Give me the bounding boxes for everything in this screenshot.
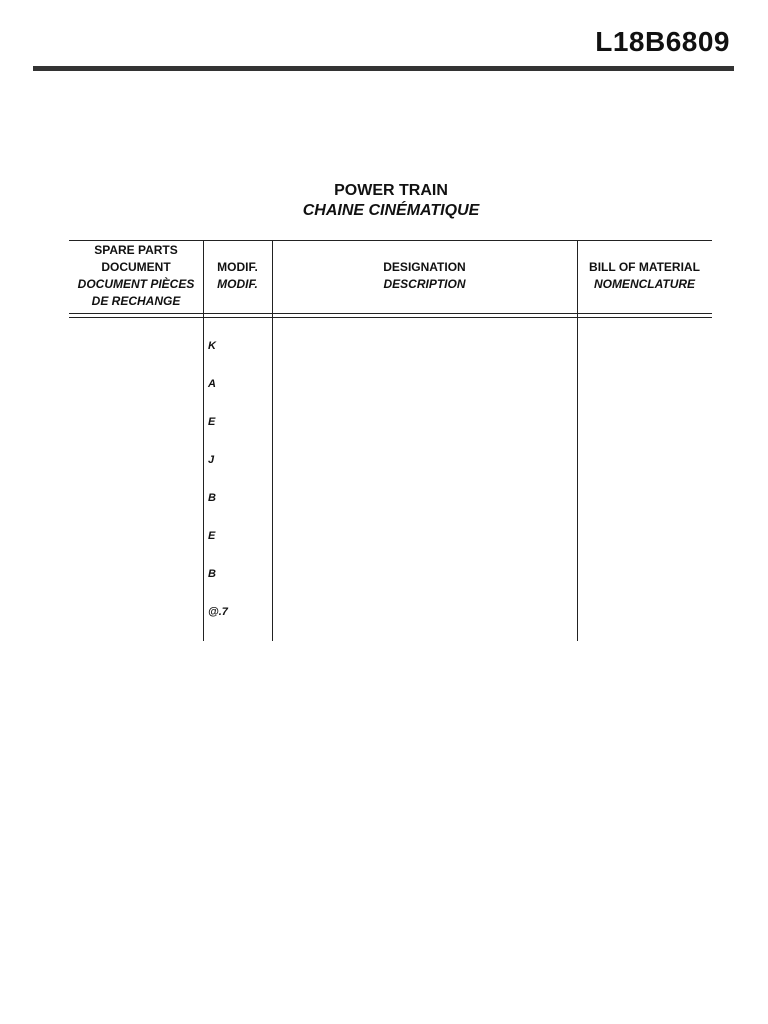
modif-value: @.7	[208, 606, 228, 618]
header-modif-fr: MODIF.	[217, 277, 258, 291]
modif-value: B	[208, 568, 216, 580]
modif-value: A	[208, 378, 216, 390]
document-id: L18B6809	[595, 26, 730, 57]
table-top-border	[69, 240, 712, 241]
modif-value: K	[208, 340, 216, 352]
modif-value: E	[208, 416, 216, 428]
column-divider-2	[272, 240, 273, 641]
header-rule	[33, 66, 734, 71]
header-modif-en: MODIF.	[217, 260, 258, 274]
header-separator	[69, 313, 712, 314]
modif-value: B	[208, 492, 216, 504]
header-separator-double	[69, 317, 712, 318]
header-spare-parts-line4: DE RECHANGE	[91, 294, 181, 308]
title-block	[0, 181, 768, 221]
header-spare-parts-line3: DOCUMENT PIÈCES	[77, 277, 195, 291]
modif-column-values	[208, 338, 228, 642]
header-designation	[272, 259, 577, 293]
header-bom-en: BILL OF MATERIAL	[589, 260, 700, 274]
header-spare-parts-line1: SPARE PARTS	[94, 243, 178, 257]
column-divider-1	[203, 240, 204, 641]
header-spare-parts	[69, 242, 203, 310]
title-french: CHAINE CINÉMATIQUE	[302, 202, 480, 219]
header-modif	[203, 259, 272, 293]
title-english: POWER TRAIN	[334, 182, 448, 199]
modif-value: J	[208, 454, 215, 466]
header-bill-of-material	[577, 259, 712, 293]
header-designation-fr: DESCRIPTION	[383, 277, 466, 291]
column-divider-3	[577, 240, 578, 641]
header-designation-en: DESIGNATION	[383, 260, 466, 274]
header-bom-fr: NOMENCLATURE	[593, 277, 696, 291]
header-spare-parts-line2: DOCUMENT	[101, 260, 171, 274]
modif-value: E	[208, 530, 216, 542]
